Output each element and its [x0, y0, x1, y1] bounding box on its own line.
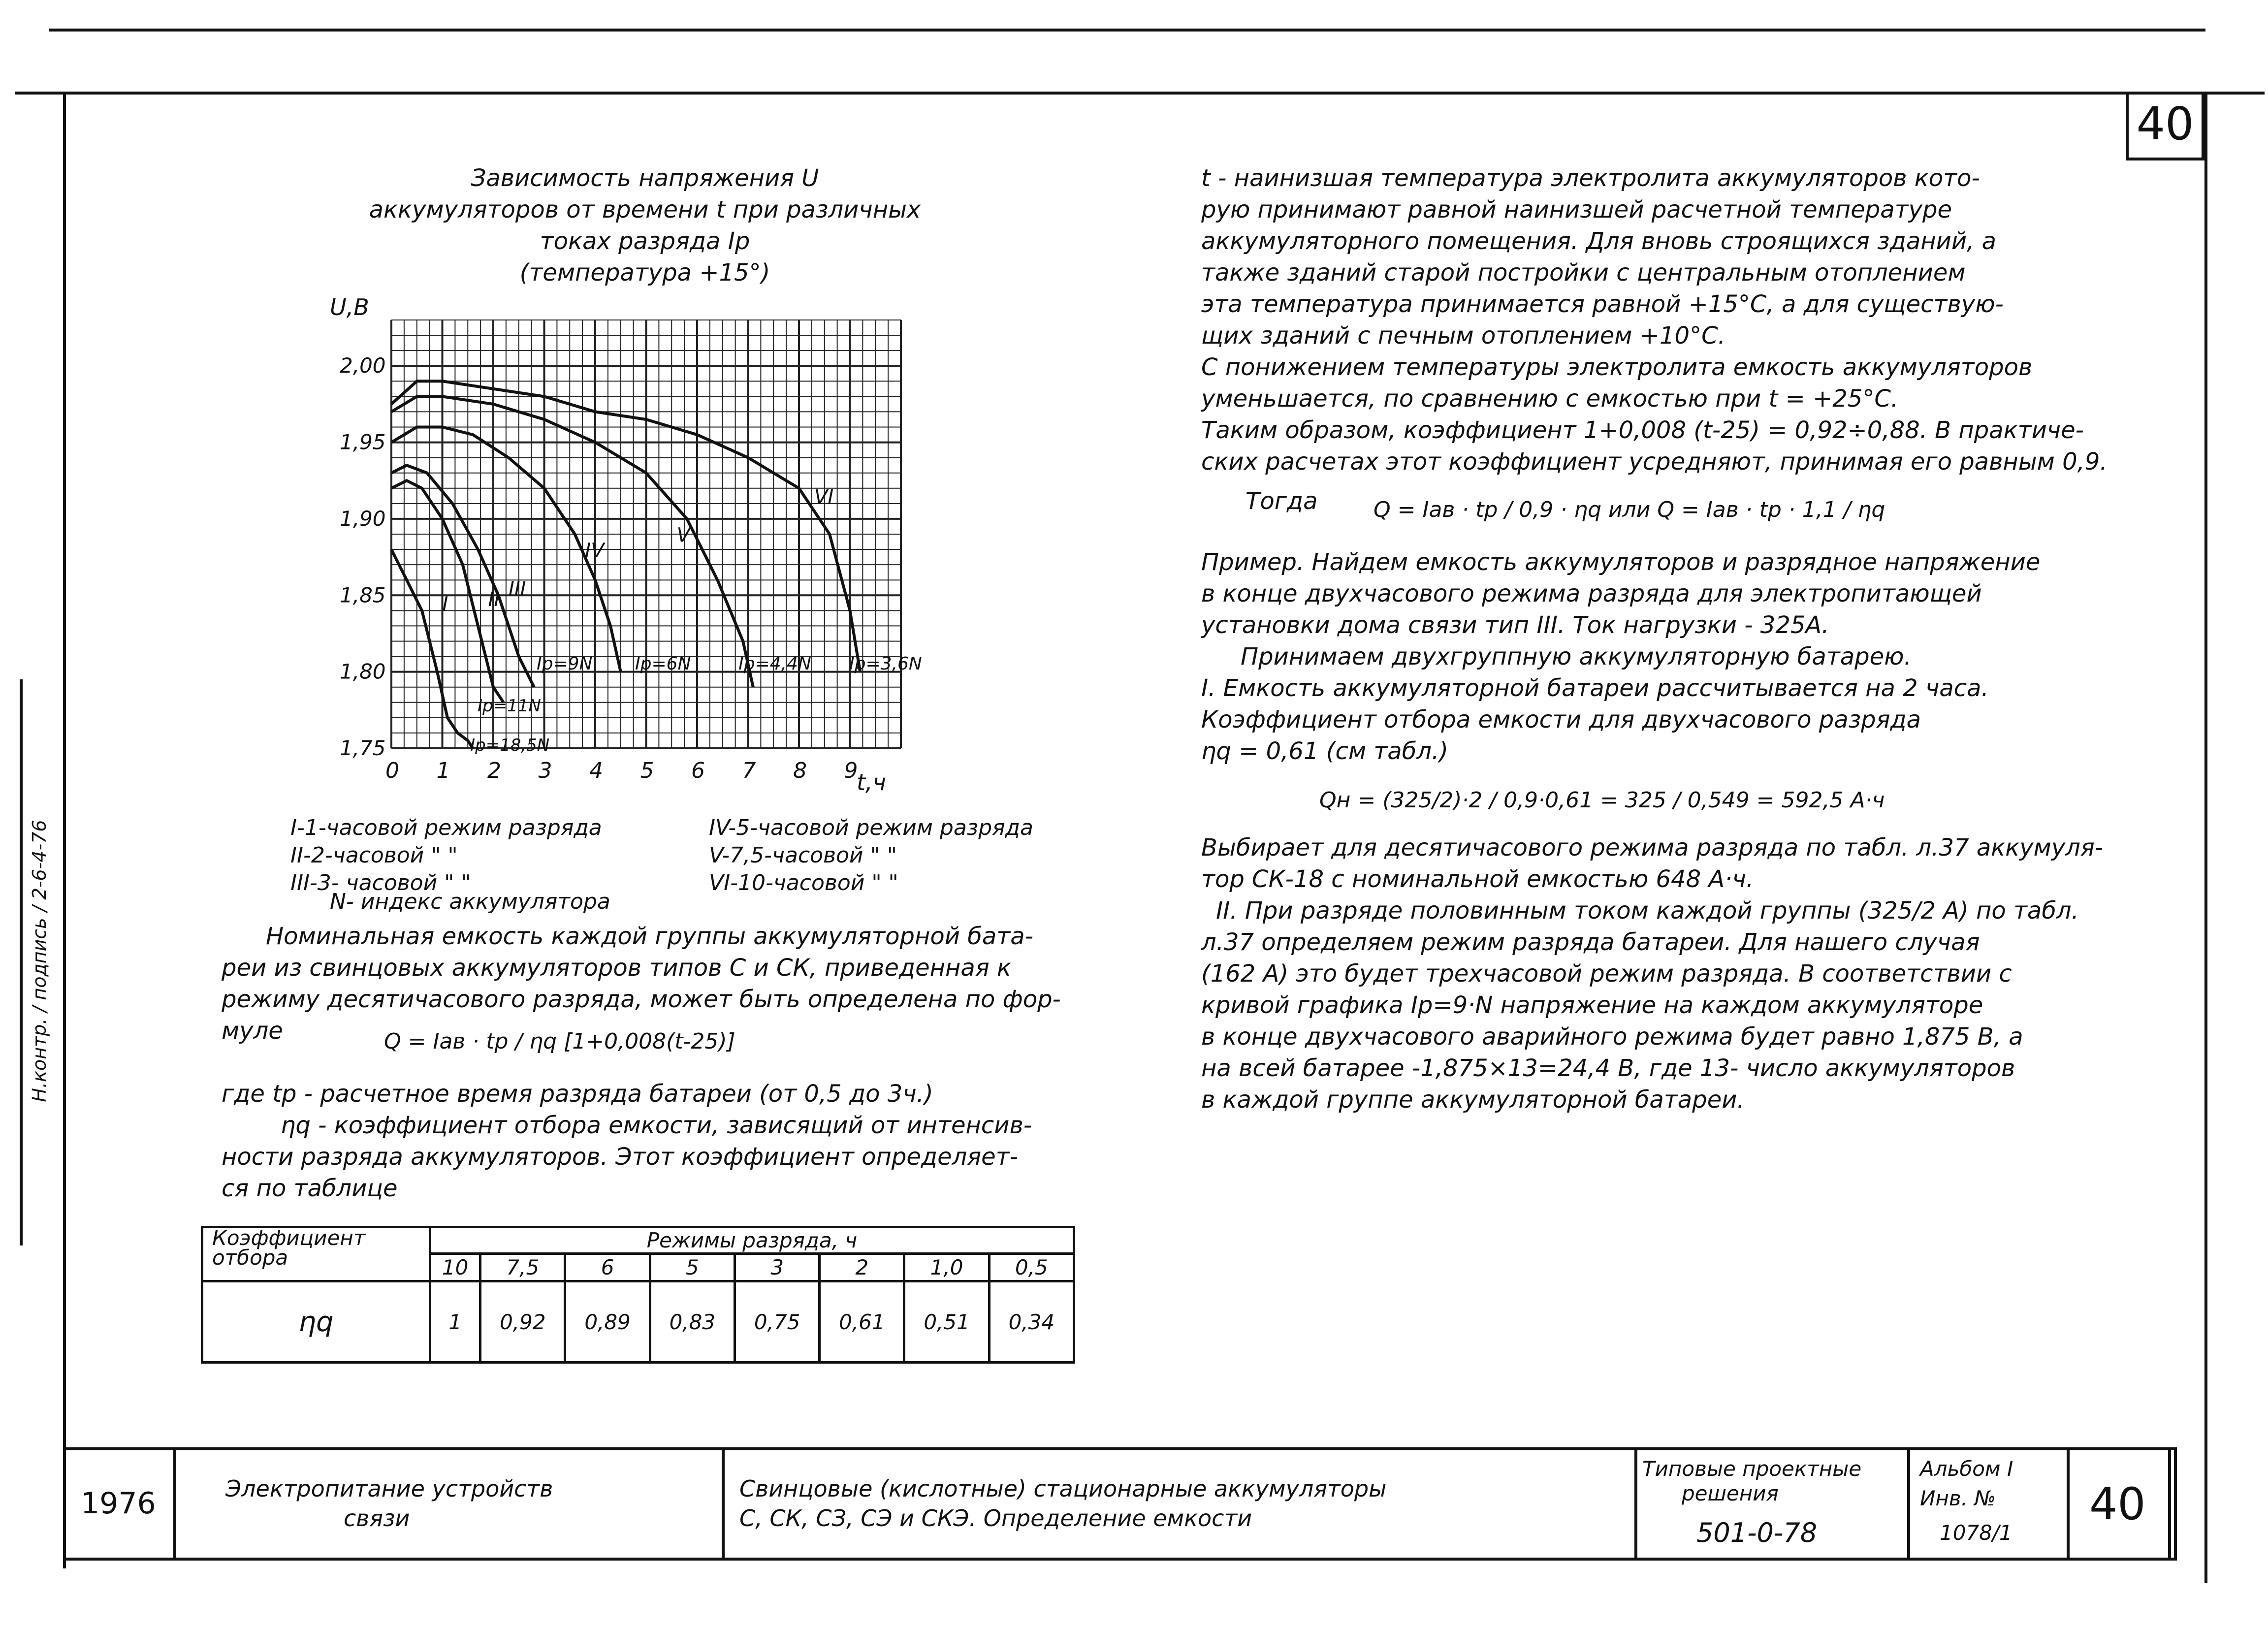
- stamp-year-cell: [63, 1447, 176, 1561]
- text-line: в конце двухчасового режима разряда для электропитающей: [1201, 580, 1982, 607]
- mode-cell: 3: [735, 1254, 819, 1281]
- text-line: эта температура принимается равной +15°С, а для существую-: [1201, 290, 2004, 318]
- x-tick-label: 0: [385, 758, 399, 783]
- value-cell: 1: [430, 1281, 480, 1363]
- stamp-section-line: связи: [344, 1505, 410, 1532]
- x-tick-label: 2: [487, 758, 501, 783]
- y-tick-label: 1,90: [340, 506, 386, 531]
- legend-item: VI-10-часовой " ": [709, 870, 898, 895]
- text-line: установки дома связи тип III. Ток нагрузки - 325А.: [1201, 611, 1829, 639]
- text-line: также зданий старой постройки с центральным отоплением: [1201, 259, 1966, 287]
- text-line: t - наинизшая температура электролита аккумуляторов кото-: [1201, 164, 1980, 192]
- text-line: ских расчетах этот коэффициент усредняют, принимая его равным 0,9.: [1201, 448, 2108, 476]
- value-cell: 0,51: [904, 1281, 989, 1363]
- row-header: [202, 1227, 430, 1281]
- curve-label-v: V: [676, 524, 690, 547]
- annotation-ip-9n: Iр=9N: [537, 654, 593, 674]
- left-text-2: [222, 1078, 1108, 1204]
- page-number: 40: [2136, 97, 2194, 150]
- x-tick-label: 6: [691, 758, 705, 783]
- annotation-ip-11n: Iр=11N: [478, 696, 541, 716]
- text-line: рую принимают равной наинизшей расчетной температуре: [1201, 196, 1952, 223]
- text-line: режиму десятичасового разряда, может быть определена по фор-: [222, 986, 1061, 1013]
- text-line: кривой графика Iр=9·N напряжение на каждом аккумуляторе: [1201, 991, 1983, 1019]
- chart-ticks: [340, 353, 858, 783]
- text-line: щих зданий с печным отоплением +10°С.: [1201, 322, 1725, 350]
- y-tick-label: 2,00: [340, 353, 386, 378]
- text-line: ся по таблице: [222, 1175, 398, 1202]
- stamp-sheet-cell: [2067, 1447, 2177, 1561]
- value-cell: 0,89: [565, 1281, 650, 1363]
- text-line: ηq - коэффициент отбора емкости, зависящий от интенсив-: [281, 1112, 1032, 1139]
- stamp-title-line: С, СК, СЗ, СЭ и СКЭ. Определение емкости: [739, 1505, 1252, 1532]
- text-line: ηq = 0,61 (см табл.): [1201, 737, 1448, 765]
- value-cell: 0,83: [650, 1281, 735, 1363]
- text-line: Номинальная емкость каждой группы аккумуляторной бата-: [266, 923, 1033, 950]
- chart-title-line: аккумуляторов от времени t при различных: [369, 196, 921, 223]
- page-number-box: [2126, 92, 2204, 160]
- value-cell: 0,34: [989, 1281, 1074, 1363]
- text-line: тор СК-18 с номинальной емкостью 648 А·ч.: [1201, 865, 1754, 893]
- mode-cell: 10: [430, 1254, 480, 1281]
- chart-title: [276, 162, 1014, 288]
- chart-annotations: [470, 654, 922, 755]
- y-tick-label: 1,75: [340, 736, 386, 760]
- text-line: в каждой группе аккумуляторной батареи.: [1201, 1086, 1745, 1114]
- row-header-text: Коэффициент отбора: [212, 1226, 366, 1270]
- text-line: Таким образом, коэффициент 1+0,008 (t-25) = 0,92÷0,88. В практиче-: [1201, 416, 2084, 444]
- curve-label-i: I: [442, 593, 448, 616]
- discharge-chart: [276, 290, 990, 812]
- curve-label-iv: IV: [585, 539, 605, 562]
- top-frame-line: [49, 29, 2205, 32]
- y-tick-label: 1,80: [340, 659, 386, 684]
- annotation-ip-6n: Iр=6N: [635, 654, 691, 674]
- stamp-sheet: 40: [2089, 1478, 2146, 1530]
- text-line: Принимаем двухгруппную аккумуляторную батарею.: [1241, 643, 1912, 670]
- mode-cell: 2: [820, 1254, 904, 1281]
- formula-main: Q = Iав · tр / ηq [1+0,008(t-25)]: [384, 1029, 735, 1054]
- text-line: аккумуляторного помещения. Для вновь строящихся зданий, а: [1201, 227, 1996, 255]
- then-label: Тогда: [1246, 487, 1318, 515]
- x-tick-label: 8: [793, 758, 807, 783]
- annotation-ip-4-4n: Iр=4,4N: [738, 654, 811, 674]
- curve-label-vi: VI: [814, 485, 834, 509]
- right-text-3: [1201, 832, 2176, 1116]
- group-header: Режимы разряда, ч: [430, 1227, 1074, 1254]
- text-line: муле: [222, 1017, 283, 1045]
- mode-cell: 0,5: [989, 1254, 1074, 1281]
- x-tick-label: 4: [589, 758, 603, 783]
- stamp-series-cell: [1634, 1447, 1910, 1561]
- text-line: уменьшается, по сравнению с емкостью при t = +25°С.: [1201, 385, 1899, 413]
- border-left: [63, 92, 66, 1568]
- stamp-section-cell: [173, 1447, 725, 1561]
- text-line: ности разряда аккумуляторов. Этот коэффициент определяет-: [222, 1143, 1018, 1171]
- x-axis-label: t,ч: [857, 769, 886, 796]
- border-top: [15, 92, 2265, 95]
- mode-cell: 7,5: [480, 1254, 565, 1281]
- curve-label-ii: II: [488, 588, 500, 611]
- text-line: (162 А) это будет трехчасовой режим разряда. В соответствии с: [1201, 960, 2012, 988]
- annotation-ip-3-6n: Iр=3,6N: [849, 654, 922, 674]
- legend-item: III-3- часовой " ": [290, 870, 471, 895]
- stamp-section-line: Электропитание устройств: [225, 1475, 553, 1502]
- left-strip-line: [20, 679, 23, 1245]
- left-text: [222, 921, 1108, 1047]
- legend-item: I-1-часовой режим разряда: [290, 815, 602, 840]
- text-line: II. При разряде половинным током каждой группы (325/2 А) по табл.: [1216, 897, 2079, 925]
- text-line: Пример. Найдем емкость аккумуляторов и разрядное напряжение: [1201, 548, 2041, 576]
- annotation-ip-18-5n: Iр=18,5N: [470, 735, 550, 755]
- title-block: [63, 1447, 2171, 1561]
- mode-cell: 5: [650, 1254, 735, 1281]
- stamp-title-line: Свинцовые (кислотные) стационарные аккумуляторы: [739, 1475, 1387, 1502]
- curve-iii: [391, 465, 534, 687]
- curve-i: [391, 549, 473, 748]
- chart-title-line: (температура +15°): [519, 259, 770, 287]
- coefficient-table: [201, 1226, 1075, 1364]
- stamp-series-label: решения: [1682, 1481, 1779, 1505]
- legend-item: N- индекс аккумулятора: [330, 889, 610, 914]
- text-line: л.37 определяем режим разряда батареи. Для нашего случая: [1201, 928, 1980, 956]
- x-tick-label: 9: [844, 758, 858, 783]
- stamp-title-cell: [722, 1447, 1637, 1561]
- right-text-2: [1201, 546, 2176, 767]
- right-text: [1201, 162, 2176, 478]
- curve-v: [391, 396, 753, 687]
- value-cell: 0,75: [735, 1281, 819, 1363]
- mode-cell: 6: [565, 1254, 650, 1281]
- text-line: Выбирает для десятичасового режима разряда по табл. л.37 аккумуля-: [1201, 834, 2104, 862]
- legend-item: IV-5-часовой режим разряда: [709, 815, 1033, 840]
- chart-title-line: токах разряда Iр: [540, 227, 750, 255]
- text-line: Коэффициент отбора емкости для двухчасового разряда: [1201, 706, 1921, 734]
- value-cell: 0,92: [480, 1281, 565, 1363]
- legend-item: V-7,5-часовой " ": [709, 843, 897, 868]
- mode-cell: 1,0: [904, 1254, 989, 1281]
- value-cell: 0,61: [820, 1281, 904, 1363]
- symbol-cell: ηq: [202, 1281, 430, 1363]
- y-axis-label: U,B: [330, 294, 369, 320]
- text-line: на всей батарее -1,875×13=24,4 В, где 13- число аккумуляторов: [1201, 1054, 2015, 1082]
- stamp-series-code: 501-0-78: [1696, 1517, 1818, 1548]
- legend-item: II-2-часовой " ": [290, 843, 458, 868]
- stamp-year: 1976: [81, 1486, 156, 1521]
- curve-ii: [391, 480, 504, 702]
- x-tick-label: 3: [538, 758, 552, 783]
- stamp-album: Альбом I: [1920, 1457, 2013, 1481]
- stamp-series-label: Типовые проектные: [1642, 1457, 1862, 1481]
- text-line: реи из свинцовых аккумуляторов типов С и СК, приведенная к: [222, 954, 1011, 982]
- stamp-album-cell: [1907, 1447, 2070, 1561]
- text-line: I. Емкость аккумуляторной батареи рассчитывается на 2 часа.: [1201, 674, 1989, 702]
- border-right: [2204, 92, 2207, 1583]
- x-tick-label: 7: [742, 758, 756, 783]
- x-tick-label: 1: [436, 758, 450, 783]
- stamp-inv-label: Инв. №: [1920, 1486, 1996, 1510]
- text-line: С понижением температуры электролита емкость аккумуляторов: [1201, 353, 2033, 381]
- chart-title-line: Зависимость напряжения U: [471, 164, 819, 192]
- y-tick-label: 1,85: [340, 583, 386, 607]
- y-tick-label: 1,95: [340, 430, 386, 454]
- side-signatures: Н.контр. / подпись / 2-6-4-76: [29, 820, 50, 1102]
- formula-then: Q = Iав · tр / 0,9 · ηq или Q = Iав · tр · 1,1 / ηq: [1374, 497, 1885, 522]
- formula-qn: Qн = (325/2)·2 / 0,9·0,61 = 325 / 0,549 = 592,5 А·ч: [1319, 788, 1885, 813]
- x-tick-label: 5: [640, 758, 654, 783]
- text-line: в конце двухчасового аварийного режима будет равно 1,875 В, а: [1201, 1023, 2023, 1051]
- text-line: где tр - расчетное время разряда батареи (от 0,5 до 3ч.): [222, 1080, 933, 1108]
- curve-vi: [391, 381, 860, 671]
- stamp-inv-number: 1078/1: [1940, 1521, 2012, 1545]
- curve-label-iii: III: [509, 577, 526, 601]
